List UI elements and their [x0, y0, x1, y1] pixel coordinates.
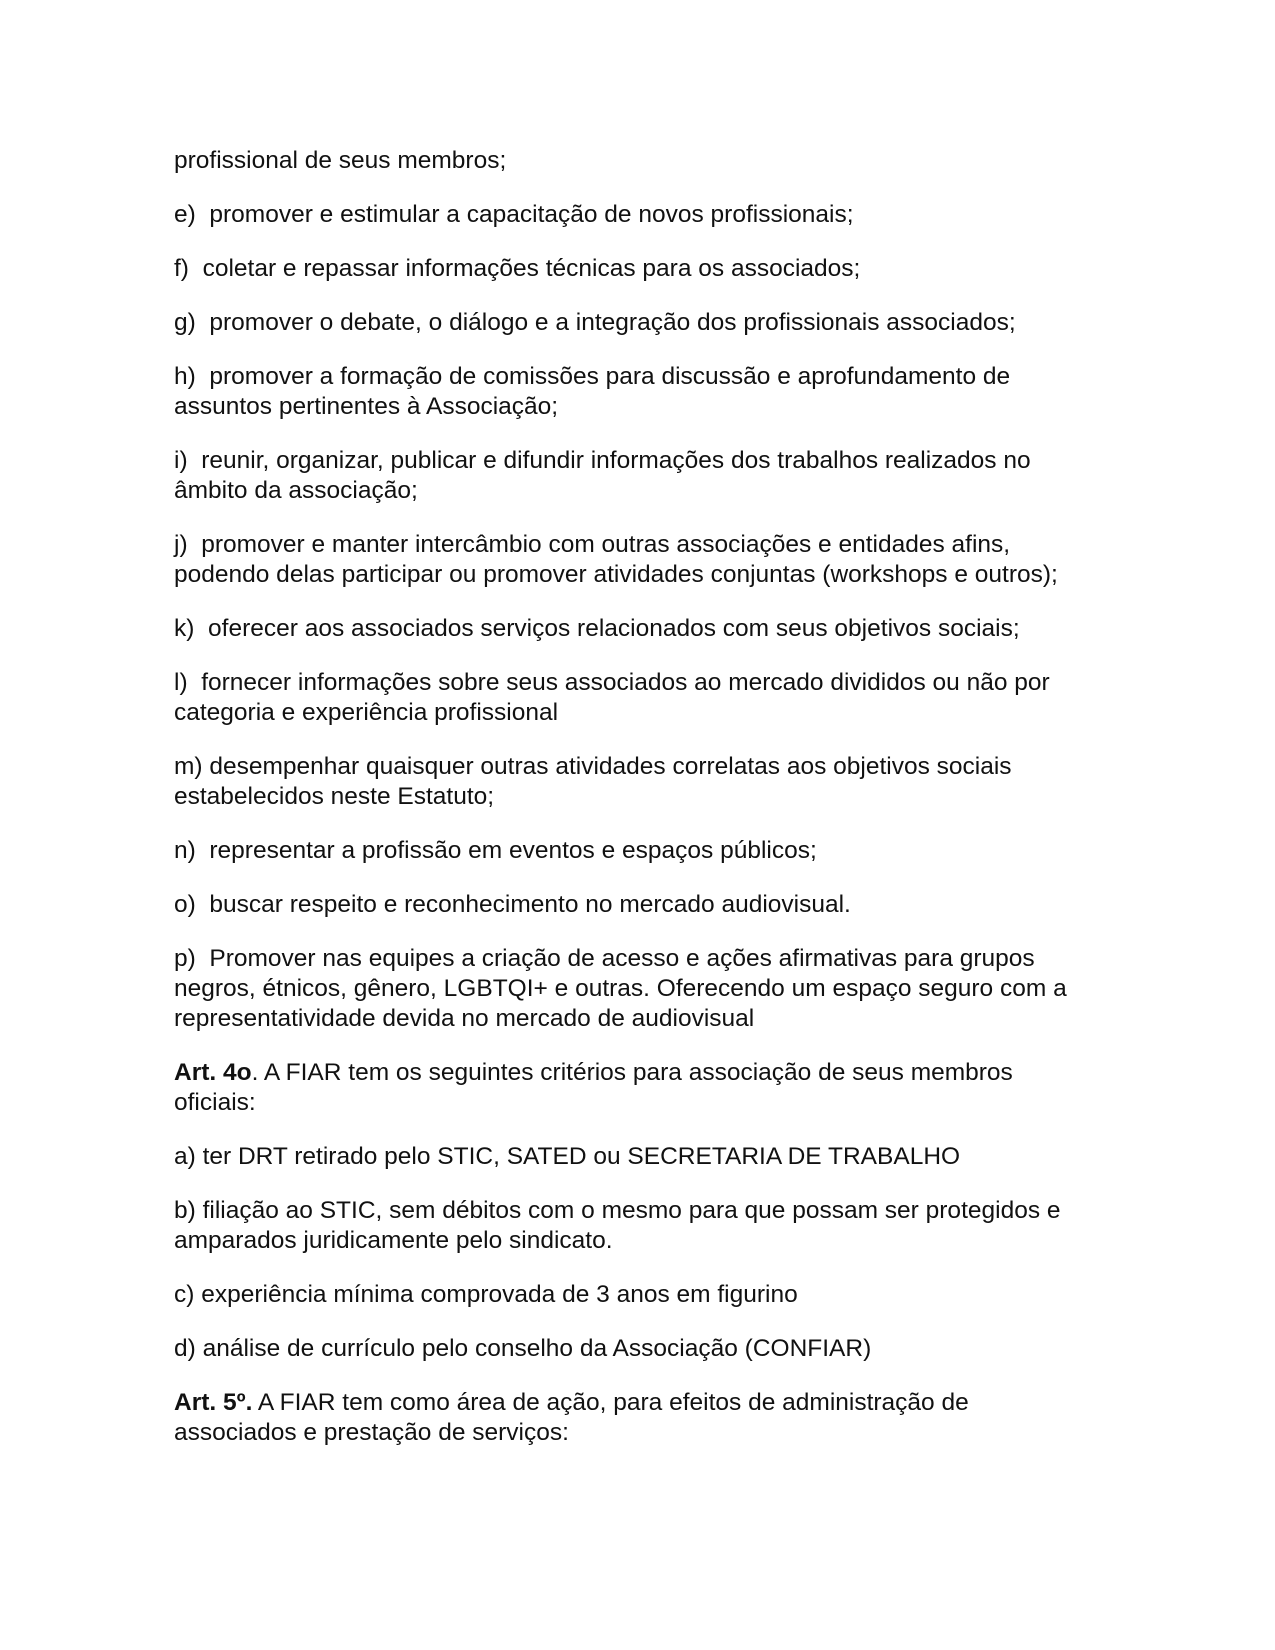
item-g: g) promover o debate, o diálogo e a integração dos profissionais associados; [174, 309, 1016, 336]
item-m: m) desempenhar quaisquer outras atividades correlatas aos objetivos sociais estabelecidos neste Estatuto; [174, 753, 1019, 810]
article-5-label: Art. 5º. [174, 1389, 253, 1416]
criterion-c: c) experiência mínima comprovada de 3 anos em figurino [174, 1281, 798, 1308]
article-5 [174, 1388, 1094, 1448]
item-n: n) representar a profissão em eventos e espaços públicos; [174, 837, 817, 864]
article-4-text: . A FIAR tem os seguintes critérios para associação de seus membros oficiais: [174, 1059, 1020, 1116]
item-e: e) promover e estimular a capacitação de novos profissionais; [174, 201, 854, 228]
article-4-label: Art. 4o [174, 1059, 252, 1086]
item-k: k) oferecer aos associados serviços relacionados com seus objetivos sociais; [174, 615, 1020, 642]
item-h: h) promover a formação de comissões para discussão e aprofundamento de assuntos pertinentes à Associação; [174, 363, 1017, 420]
item-j: j) promover e manter intercâmbio com outras associações e entidades afins, podendo delas participar ou promover atividades conjuntas (workshops e outros); [174, 531, 1058, 588]
article-4 [174, 1058, 1094, 1118]
criterion-d: d) análise de currículo pelo conselho da Associação (CONFIAR) [174, 1335, 872, 1362]
criterion-a: a) ter DRT retirado pelo STIC, SATED ou SECRETARIA DE TRABALHO [174, 1143, 961, 1170]
criterion-b: b) filiação ao STIC, sem débitos com o mesmo para que possam ser protegidos e amparados juridicamente pelo sindicato. [174, 1197, 1068, 1254]
item-f: f) coletar e repassar informações técnicas para os associados; [174, 255, 861, 282]
item-i: i) reunir, organizar, publicar e difundir informações dos trabalhos realizados no âmbito da associação; [174, 447, 1038, 504]
item-l: l) fornecer informações sobre seus associados ao mercado divididos ou não por categoria e experiência profissional [174, 669, 1057, 726]
paragraph-continuation: profissional de seus membros; [174, 147, 507, 174]
article-5-text: A FIAR tem como área de ação, para efeitos de administração de associados e prestação de serviços: [174, 1389, 976, 1446]
item-o: o) buscar respeito e reconhecimento no mercado audiovisual. [174, 891, 851, 918]
item-p: p) Promover nas equipes a criação de acesso e ações afirmativas para grupos negros, étnicos, gênero, LGBTQI+ e outras. Oferecendo um espaço seguro com a representatividade devida no mercado de audiovisual [174, 945, 1074, 1032]
document-page [174, 146, 1094, 1472]
